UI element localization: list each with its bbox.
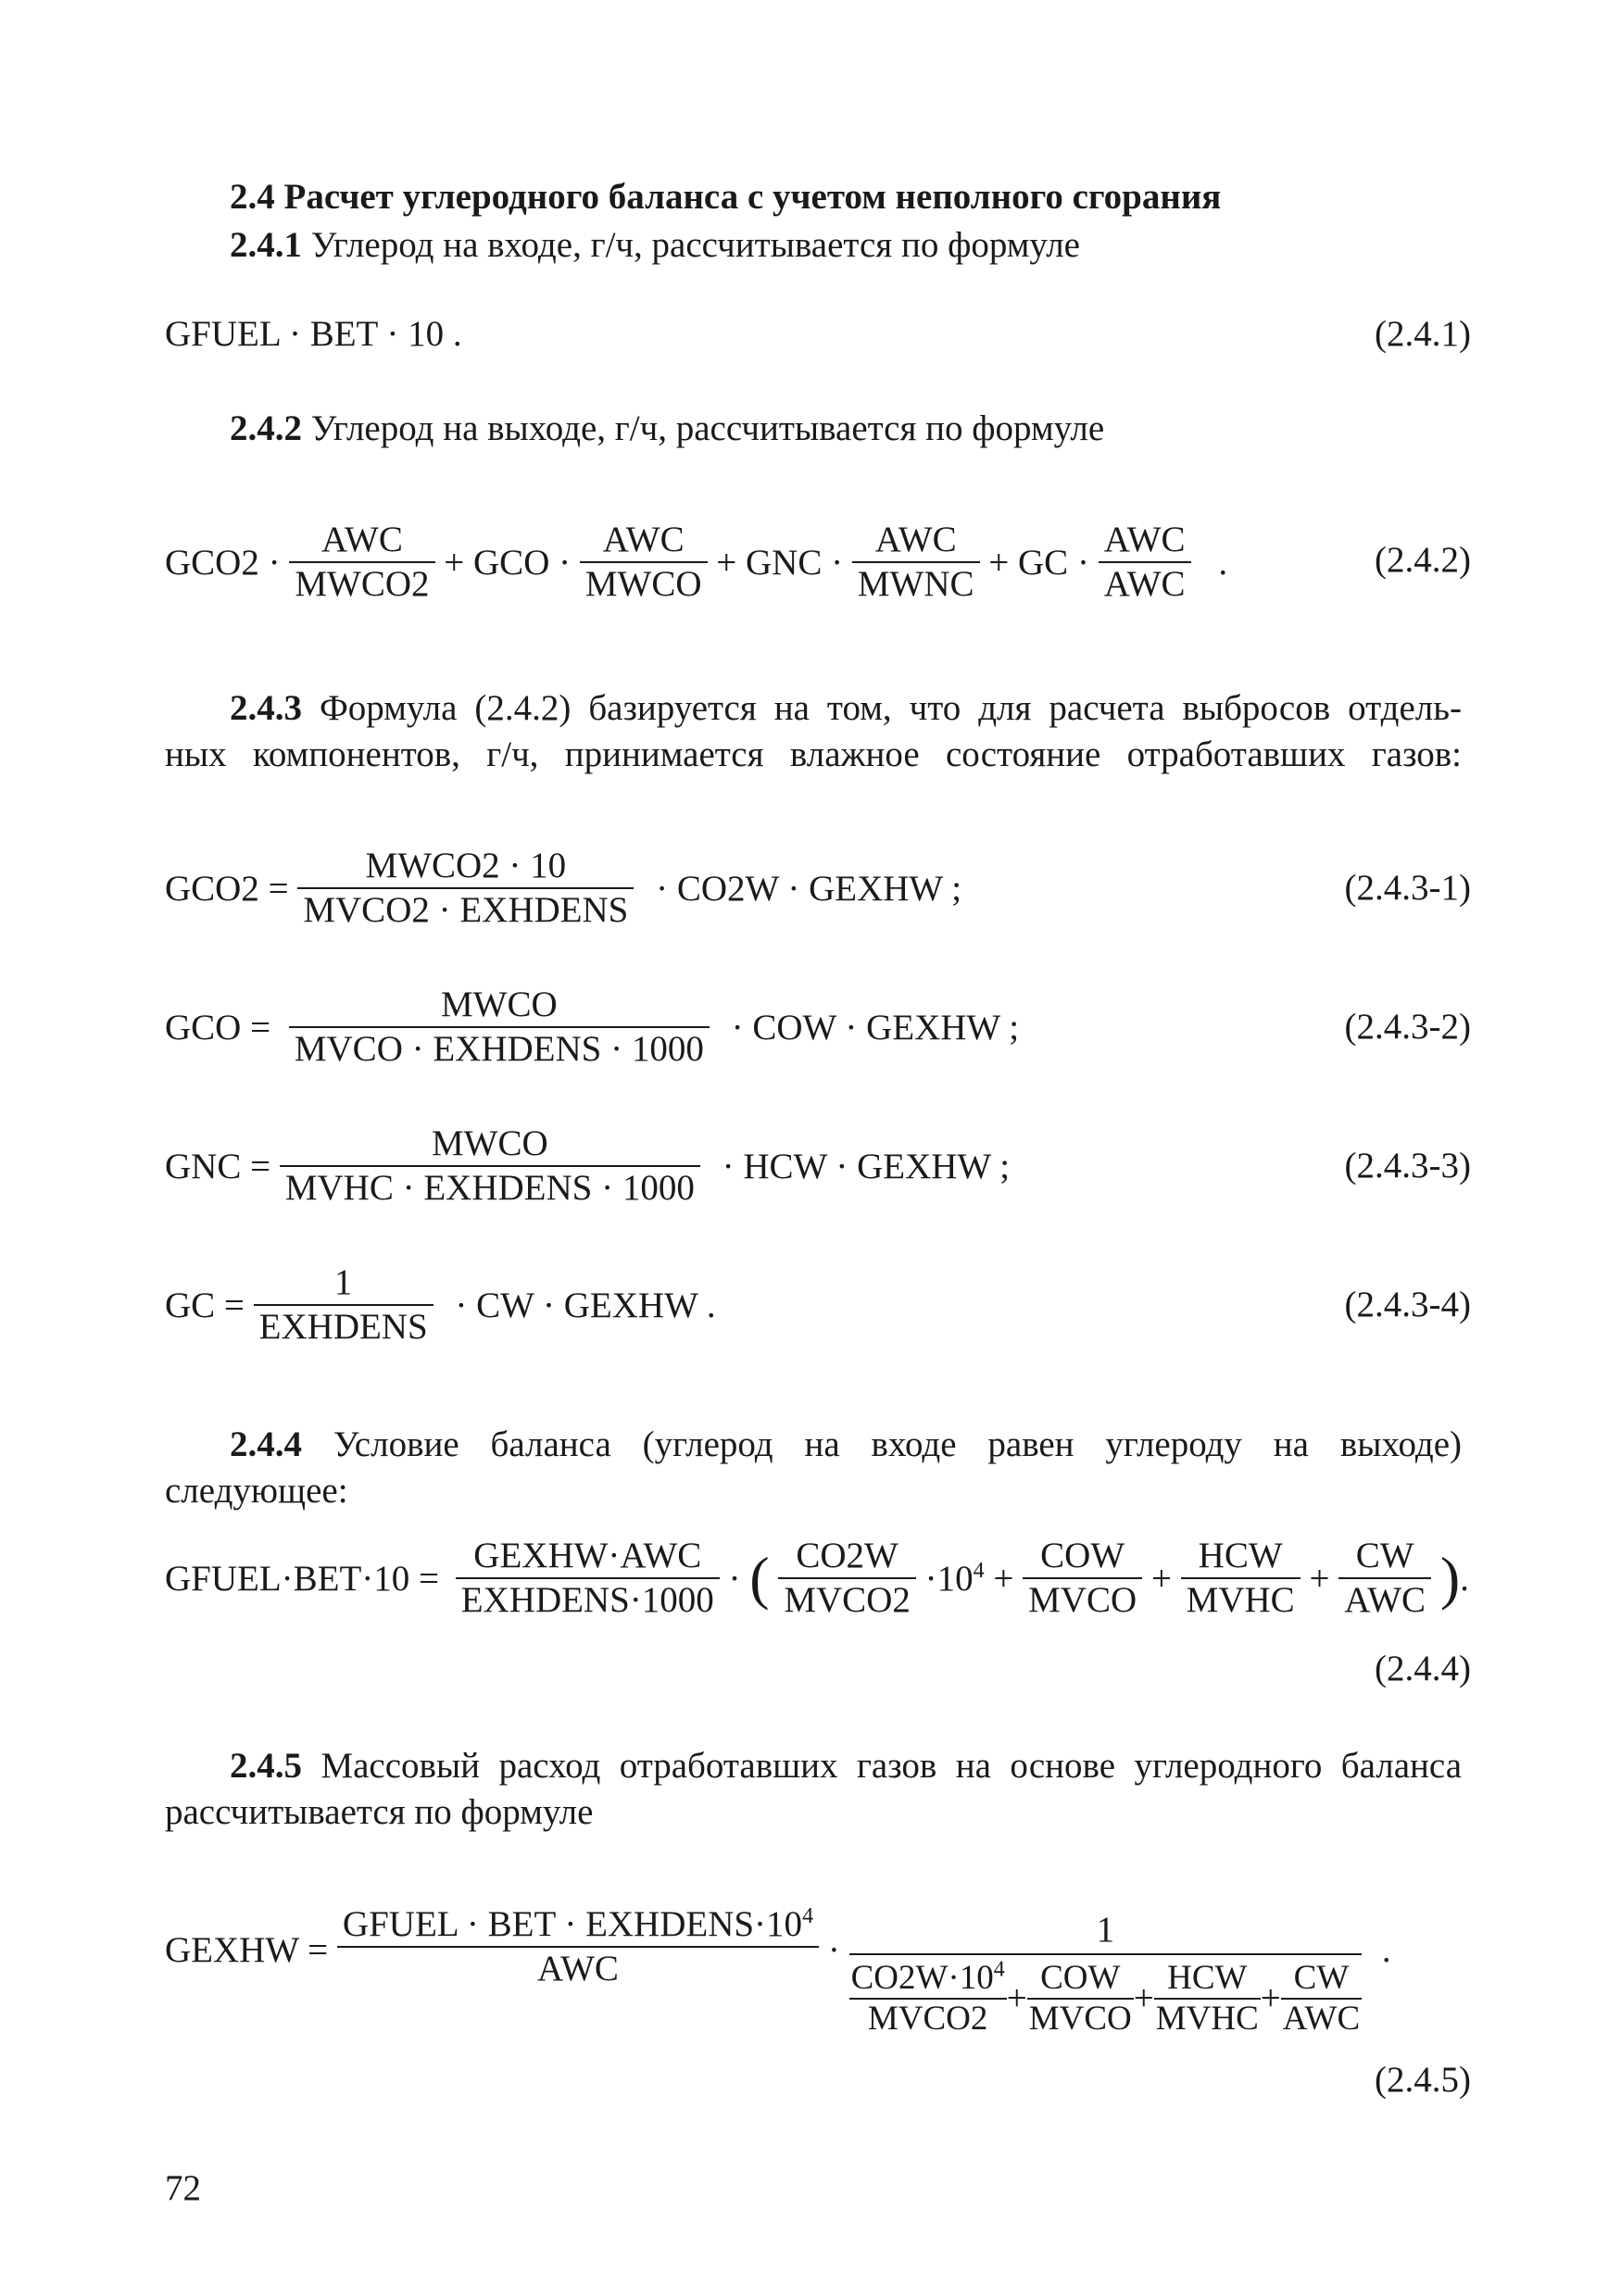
equation-number: (2.4.3-4) (1344, 1285, 1471, 1324)
formula-expression (165, 519, 1227, 606)
period: . (1218, 542, 1228, 583)
term: + GCO · (444, 542, 572, 583)
formula-2-4-3-1 (165, 845, 1471, 956)
fraction (289, 519, 434, 606)
denominator: MVCO2 (784, 1580, 911, 1620)
term: + GC · (988, 542, 1089, 583)
fraction (1338, 1535, 1431, 1622)
denominator: EXHDENS (258, 1307, 428, 1347)
denominator: EXHDENS·1000 (460, 1580, 714, 1620)
period: . (1460, 1558, 1469, 1599)
formula-lhs: GC = (165, 1285, 245, 1325)
exponent: 4 (993, 1957, 1005, 1982)
numerator: AWC (852, 519, 980, 563)
denominator: MVCO (1028, 2000, 1132, 2038)
plus-sign: + (1006, 1978, 1027, 2018)
paragraph-text: Углерод на выходе, г/ч, рассчитывается по формуле (310, 408, 1105, 448)
numerator: AWC (289, 519, 434, 563)
denominator: MWCO2 (295, 564, 430, 604)
multiply-dot: · (827, 1930, 840, 1970)
formula-rhs: · CW · GEXHW . (455, 1285, 716, 1325)
term: + GNC · (716, 542, 844, 583)
equation-number: (2.4.3-2) (1344, 1007, 1471, 1047)
numerator: CO2W·10 (850, 1959, 994, 1997)
numerator: 1 (849, 1907, 1363, 1955)
paragraph-text: ных компонентов, г/ч, принимается влажное состояние отработавших газов: (165, 734, 1462, 774)
equation-number: (2.4.2) (1375, 540, 1471, 580)
compound-fraction (849, 1907, 1363, 2039)
numerator: MWCO (289, 984, 710, 1028)
formula-2-4-3-3 (165, 1123, 1471, 1234)
exponent: 4 (802, 1904, 814, 1928)
fraction (1027, 1959, 1134, 2039)
formula-2-4-1 (165, 313, 1471, 369)
formula-rhs: · COW · GEXHW ; (731, 1007, 1020, 1048)
fraction (1099, 519, 1191, 606)
numerator: HCW (1181, 1535, 1301, 1579)
plus-sign: + (1309, 1558, 1330, 1599)
numerator: CO2W (778, 1535, 916, 1579)
paragraph-text: рассчитывается по формуле (165, 1792, 594, 1832)
numerator: MWCO (280, 1123, 700, 1167)
paragraph-2-4-5-line2 (165, 1789, 1462, 1836)
numerator: AWC (580, 519, 708, 563)
denominator: AWC (537, 1949, 619, 1989)
formula-expression (165, 1261, 716, 1349)
fraction (1281, 1959, 1362, 2039)
right-paren: ) (1439, 1545, 1461, 1611)
formula-lhs: GEXHW = (165, 1930, 329, 1970)
numerator: AWC (1099, 519, 1191, 563)
plus-sign: + (1260, 1978, 1281, 2018)
formula-2-4-3-4 (165, 1261, 1471, 1373)
fraction (1181, 1535, 1301, 1622)
fraction (254, 1261, 434, 1349)
period: . (1381, 1930, 1391, 1970)
multiplier: ·10 (924, 1558, 974, 1599)
equation-number: (2.4.5) (1375, 2060, 1471, 2100)
equation-number: (2.4.3-1) (1344, 868, 1471, 908)
paragraph-text: Формула (2.4.2) базируется на том, что для расчета выбросов отдель- (319, 688, 1462, 728)
paragraph-number: 2.4.2 (230, 408, 302, 448)
numerator: 1 (254, 1261, 434, 1306)
numerator: GFUEL · BET · EXHDENS·10 (342, 1904, 803, 1944)
fraction (289, 984, 710, 1071)
fraction (456, 1535, 720, 1622)
numerator: MWCO2 · 10 (297, 845, 634, 889)
paragraph-2-4-2 (165, 406, 1462, 452)
fraction (580, 519, 708, 606)
paragraph-number: 2.4.3 (230, 688, 302, 728)
denominator: MVHC (1186, 1580, 1295, 1620)
denominator: MVHC (1155, 2000, 1259, 2038)
formula-expression (165, 1123, 1010, 1210)
term: GCO2 · (165, 542, 281, 583)
paragraph-2-4-1 (165, 222, 1462, 269)
formula-lhs: GFUEL·BET·10 = (165, 1558, 440, 1599)
numerator: HCW (1154, 1959, 1261, 2000)
formula-rhs: · HCW · GEXHW ; (722, 1146, 1011, 1186)
denominator: MWNC (857, 564, 974, 604)
equation-number: (2.4.4) (1375, 1649, 1471, 1688)
section-number: 2.4 (230, 177, 275, 217)
formula-expression: GFUEL · BET · 10 . (165, 314, 462, 354)
denominator: MVCO · EXHDENS · 1000 (294, 1029, 704, 1069)
plus-sign: + (993, 1558, 1014, 1599)
fraction (1023, 1535, 1142, 1622)
fraction (852, 519, 980, 606)
formula-2-4-2 (165, 519, 1471, 630)
section-title: Расчет углеродного баланса с учетом неполного сгорания (283, 177, 1222, 217)
equation-number: (2.4.1) (1375, 314, 1471, 354)
formula-lhs: GCO2 = (165, 868, 289, 909)
page-number: 72 (165, 2168, 201, 2208)
paragraph-2-4-3-line2 (165, 732, 1462, 778)
formula-lhs: GCO = (165, 1007, 271, 1048)
equation-number: (2.4.3-3) (1344, 1146, 1471, 1186)
left-paren: ( (749, 1545, 770, 1611)
paragraph-2-4-5-line1 (165, 1743, 1462, 1789)
paragraph-2-4-3-line1 (165, 685, 1462, 732)
numerator: CW (1281, 1959, 1362, 2000)
fraction (280, 1123, 700, 1210)
formula-2-4-3-2 (165, 984, 1471, 1095)
fraction (849, 1959, 1007, 2039)
fraction (1154, 1959, 1261, 2039)
paragraph-number: 2.4.4 (230, 1424, 302, 1464)
section-heading (165, 174, 1462, 220)
paragraph-2-4-4-line1 (165, 1422, 1462, 1468)
formula-expression (165, 1903, 1391, 2039)
denominator: MWCO (584, 564, 702, 604)
formula-expression (165, 845, 961, 932)
paragraph-text: Углерод на входе, г/ч, рассчитывается по формуле (310, 225, 1080, 265)
multiply-dot: · (728, 1558, 741, 1599)
plus-sign: + (1150, 1558, 1172, 1599)
numerator: CW (1338, 1535, 1431, 1579)
paragraph-text: Массовый расход отработавших газов на основе углеродного баланса (320, 1746, 1463, 1786)
denominator (849, 1955, 1363, 2039)
formula-2-4-4 (165, 1535, 1471, 1692)
paragraph-text: следующее: (165, 1471, 348, 1511)
denominator: MVCO (1028, 1580, 1137, 1620)
paragraph-2-4-4-line2 (165, 1468, 1462, 1514)
denominator: MVCO2 · EXHDENS (303, 890, 629, 930)
formula-lhs: GNC = (165, 1146, 271, 1186)
formula-expression (165, 1535, 1469, 1622)
paragraph-text: Условие баланса (углерод на входе равен углероду на выходе) (333, 1424, 1462, 1464)
fraction (297, 845, 634, 932)
plus-sign: + (1133, 1978, 1154, 2018)
exponent: 4 (973, 1558, 985, 1583)
paragraph-number: 2.4.1 (230, 225, 302, 265)
numerator: COW (1023, 1535, 1142, 1579)
denominator: AWC (1103, 564, 1186, 604)
fraction (778, 1535, 916, 1622)
denominator: AWC (1344, 1580, 1426, 1620)
denominator: MVCO2 (867, 2000, 988, 2038)
paragraph-number: 2.4.5 (230, 1746, 302, 1786)
formula-rhs: · CO2W · GEXHW ; (656, 868, 962, 909)
formula-expression (165, 984, 1019, 1071)
fraction (337, 1903, 819, 1990)
numerator: GEXHW·AWC (456, 1535, 720, 1579)
formula-2-4-5 (165, 1903, 1471, 2107)
denominator: MVHC · EXHDENS · 1000 (284, 1168, 695, 1208)
denominator: AWC (1282, 2000, 1361, 2038)
numerator: COW (1027, 1959, 1134, 2000)
